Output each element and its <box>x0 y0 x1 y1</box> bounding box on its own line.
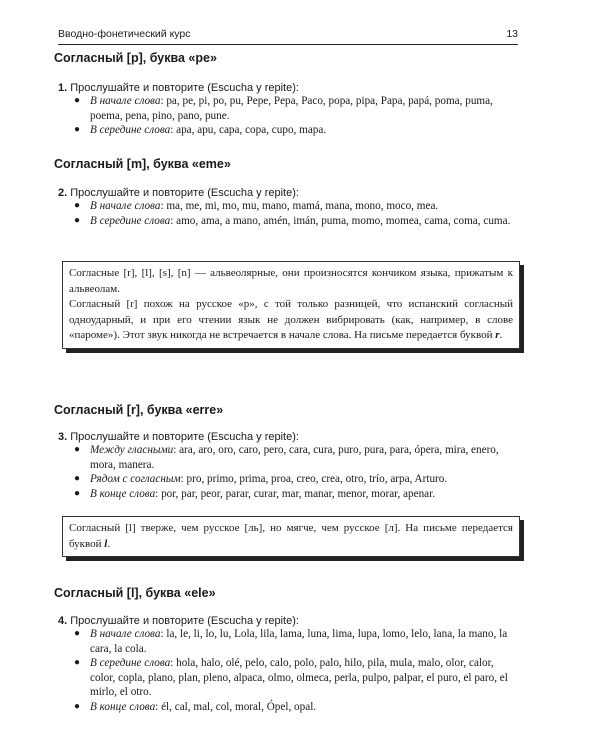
instruction-text: Прослушайте и повторите (Escucha y repite): <box>70 431 299 443</box>
item-text: : apa, apu, capa, copa, cupo, mapa. <box>170 124 327 136</box>
instruction-text: Прослушайте и повторите (Escucha y repite): <box>70 615 299 627</box>
exercise-4-list <box>58 627 518 714</box>
item-text: : por, par, peor, parar, curar, mar, manar, menor, morar, apenar. <box>155 487 436 500</box>
header-title: Вводно-фонетический курс <box>58 28 191 40</box>
list-item <box>74 214 518 229</box>
bullet-icon: ● <box>74 473 81 484</box>
list-item <box>74 700 518 715</box>
exercise-3-instruction <box>58 431 518 443</box>
bullet-icon: ● <box>74 444 81 455</box>
exercise-4 <box>58 615 518 714</box>
exercise-2-instruction <box>58 187 518 199</box>
item-label: В начале слова <box>90 95 161 107</box>
item-text: : él, cal, mal, col, moral, Ópel, opal. <box>155 700 317 713</box>
list-item <box>74 443 518 472</box>
exercise-2 <box>58 187 518 228</box>
note-text: Согласный [r] похож на русское «р», с той только разницей, что испанский согласный одноударный, и при его чтении язык не должен вибрировать (как, например, в слове «пароме»). Этот звук никогда не встречается в начале слова. На письме передается буквой <box>69 298 513 341</box>
item-label: В начале слова <box>90 628 161 640</box>
exercise-3-list <box>58 443 518 501</box>
item-text: : pro, primo, prima, proa, creo, crea, otro, trío, arpa, Arturo. <box>180 473 448 485</box>
item-text: : hola, halo, olé, pelo, calo, polo, palo, hilo, pila, mula, malo, olor, calor, color, copla, plano, plan, pleno, alpaca, olmo, olmeca, perla, pulpo, palpar, el puro, el paro, el mirlo, el otro. <box>90 657 508 698</box>
item-text: : ara, aro, oro, caro, pero, cara, cura, puro, pura, para, ópera, mira, enero, mora, manera. <box>90 444 499 471</box>
item-text: : ma, me, mi, mo, mu, mano, mamá, mana, mono, moco, mea. <box>160 200 439 212</box>
bullet-icon: ● <box>74 200 81 211</box>
item-label: В середине слова <box>90 124 171 136</box>
item-label: В конце слова <box>90 487 156 500</box>
exercise-number: 4. <box>58 615 68 627</box>
list-item <box>74 487 518 502</box>
section-title-r: Согласный [r], буква «erre» <box>54 403 224 417</box>
exercise-1-instruction <box>58 82 518 94</box>
note-paragraph <box>69 521 513 552</box>
bullet-icon: ● <box>74 124 81 135</box>
item-text: : amo, ama, a mano, amén, imán, puma, momo, momea, cama, coma, cuma. <box>170 214 511 227</box>
section-title-m: Согласный [m], буква «eme» <box>54 157 231 171</box>
bullet-icon: ● <box>74 628 81 639</box>
item-label: Между гласными <box>90 444 174 456</box>
bullet-icon: ● <box>74 487 81 499</box>
item-text: : pa, pe, pi, po, pu, Pepe, Pepa, Paco, popa, pipa, Papa, papá, poma, puma, poema, pena, pino, pano, pune. <box>90 95 493 122</box>
bullet-icon: ● <box>74 95 81 106</box>
running-head <box>58 28 518 45</box>
item-label: В середине слова <box>90 214 171 227</box>
exercise-3 <box>58 431 518 501</box>
note-letter: l <box>104 537 108 550</box>
note-box-alveolar <box>62 261 520 349</box>
section-title-p: Согласный [p], буква «pe» <box>54 51 217 65</box>
note-end: . <box>107 537 111 550</box>
list-item <box>74 123 518 138</box>
instruction-text: Прослушайте и повторите (Escucha y repite): <box>70 187 299 199</box>
note-text: Согласный [l] тверже, чем русское [ль], но мягче, чем русское [л]. На письме передается буквой <box>69 522 513 550</box>
exercise-2-list <box>58 199 518 228</box>
note-paragraph: Согласные [r], [l], [s], [n] — альвеолярные, они произносятся кончиком языка, прижатым к альвеолам. <box>69 267 513 295</box>
list-item <box>74 627 518 656</box>
exercise-number: 1. <box>58 82 68 94</box>
bullet-icon: ● <box>74 214 81 226</box>
item-label: В начале слова <box>90 200 161 212</box>
item-label: В середине слова <box>90 657 171 669</box>
page-number: 13 <box>506 28 518 40</box>
exercise-1-list <box>58 94 518 138</box>
exercise-4-instruction <box>58 615 518 627</box>
exercise-number: 2. <box>58 187 68 199</box>
item-label: В конце слова <box>90 700 156 713</box>
note-box-l <box>62 516 520 557</box>
section-title-l: Согласный [l], буква «ele» <box>54 586 216 600</box>
list-item <box>74 472 518 487</box>
bullet-icon: ● <box>74 700 81 712</box>
list-item <box>74 656 518 700</box>
exercise-1 <box>58 82 518 138</box>
list-item <box>74 94 518 123</box>
note-end: . <box>499 329 503 341</box>
item-text: : la, le, li, lo, lu, Lola, lila, lama, luna, lima, lupa, lomo, lelo, lana, la mano, la cara, la cola. <box>90 628 508 655</box>
list-item <box>74 199 518 214</box>
instruction-text: Прослушайте и повторите (Escucha y repite): <box>70 82 299 94</box>
exercise-number: 3. <box>58 431 68 443</box>
note-letter: r <box>495 329 500 341</box>
page <box>54 28 518 713</box>
item-label: Рядом с согласным <box>90 473 181 485</box>
bullet-icon: ● <box>74 657 81 668</box>
note-paragraph <box>69 297 513 344</box>
